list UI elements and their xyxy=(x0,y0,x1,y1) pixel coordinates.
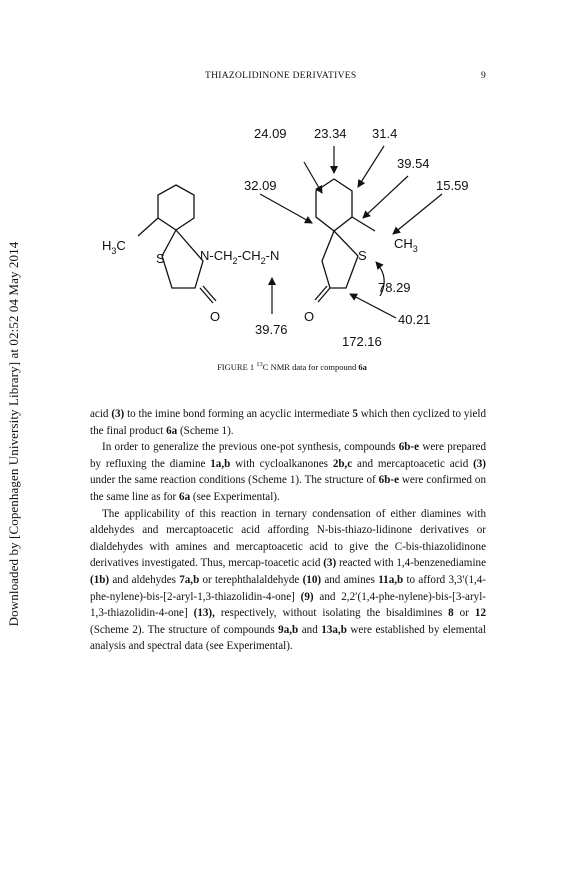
shift-label: 39.54 xyxy=(397,156,430,171)
download-watermark: Downloaded by [Copenhagen University Library] at 02:52 04 May 2014 xyxy=(6,241,21,627)
text-run: respectively, without isolating the bisaldimines xyxy=(214,607,449,620)
text-run: and aldehydes xyxy=(109,573,180,586)
compound-ref: 12 xyxy=(474,607,486,620)
text-run: were prepared by refluxing the diamine xyxy=(90,441,486,470)
oxygen-right-label: O xyxy=(304,309,315,324)
shift-label: 23.34 xyxy=(314,126,347,141)
shift-label: 78.29 xyxy=(378,280,411,295)
page-number: 9 xyxy=(481,71,486,81)
text-run: The applicability of this reaction in ternary condensation of either diamines with aldehydes and mercaptoacetic acid affording N-bis-thiazo-lidinone derivatives or dialdehydes with amines and mercaptoacetic acid to give the C-bis-thiazolidinone derivatives investigated. Thus, mercap-toacetic acid xyxy=(90,507,486,570)
text-run: and 2,2′(1,4-phe-nylene)-bis-[3-aryl-1,3-thiazolidin-4-one] xyxy=(90,590,486,620)
right-thiazolidinone-ring xyxy=(322,231,358,288)
text-run: to afford 3,3′(1,4-phe-nylene)-bis-[2-aryl-1,3-thiazolidin-4-one] xyxy=(90,573,487,603)
h3c-label: $H_3C$ xyxy=(102,238,126,256)
compound-ref: 6b-e xyxy=(378,474,399,487)
oxygen-left-label: O xyxy=(210,309,221,324)
text-run: (Scheme 2). The structure of compounds xyxy=(90,623,279,636)
compound-ref: (1b) xyxy=(90,573,110,586)
compound-ref: 1a,b xyxy=(210,457,231,470)
arrow xyxy=(358,146,384,187)
ch3-label: $CH_3$ xyxy=(394,236,418,254)
compound-ref: 5 xyxy=(352,408,358,420)
sulfur-right-label: S xyxy=(358,248,367,263)
text-run: which then cyclized to yield the final product xyxy=(90,408,486,437)
compound-ref: (13), xyxy=(193,607,215,620)
text-run: were established by elemental analysis and spectral data (see Experimental). xyxy=(90,623,486,653)
compound-ref: (9) xyxy=(300,590,314,603)
shift-arrows xyxy=(260,146,442,318)
shift-label: 172.16 xyxy=(342,334,382,349)
right-methyl-bond xyxy=(352,217,375,231)
text-run: (Scheme 1). xyxy=(177,424,234,437)
shift-label: 32.09 xyxy=(244,178,277,193)
paragraph xyxy=(90,406,486,439)
text-run: and amines xyxy=(321,573,379,586)
running-title: THIAZOLIDINONE DERIVATIVES xyxy=(205,71,357,81)
paragraph xyxy=(90,439,486,505)
text-run: under the same reaction conditions (Scheme 1). The structure of xyxy=(90,474,379,487)
text-run: reacted with 1,4-benzenediamine xyxy=(336,557,486,570)
shift-label: 39.76 xyxy=(255,322,288,337)
arrow xyxy=(304,162,322,193)
text-run: and xyxy=(298,623,322,636)
arrow xyxy=(350,294,396,318)
body-text xyxy=(90,406,486,655)
text-run: In order to generalize the previous one-pot synthesis, compounds xyxy=(102,441,399,454)
compound-ref: (3) xyxy=(473,457,486,470)
text-run: to the imine bond forming an acyclic intermediate xyxy=(124,408,353,420)
text-run: acid xyxy=(90,408,112,420)
compound-ref: 6a xyxy=(166,424,178,437)
compound-ref: (10) xyxy=(302,573,322,586)
text-run: or xyxy=(453,607,475,620)
compound-ref: 7a,b xyxy=(179,573,200,586)
methyl-bond xyxy=(138,218,158,236)
linker-chain-label: $N-CH_2-CH_2-N$ xyxy=(200,248,280,266)
compound-ref: (3) xyxy=(111,408,125,420)
shift-label: 24.09 xyxy=(254,126,287,141)
text-run: (see Experimental). xyxy=(190,490,280,503)
text-run: or terephthalaldehyde xyxy=(199,573,303,586)
compound-ref: 8 xyxy=(448,607,454,620)
paragraph xyxy=(90,506,486,655)
arrow xyxy=(260,194,312,223)
sulfur-left-label: S xyxy=(156,251,165,266)
arrow xyxy=(393,194,442,234)
compound-ref: 6b-e xyxy=(398,441,420,454)
compound-ref: (3) xyxy=(323,557,337,570)
figure-caption: FIGURE 1 $^{13}$C NMR data for compound 6a xyxy=(217,361,367,372)
compound-ref: 13a,b xyxy=(321,623,347,636)
compound-ref: 2b,c xyxy=(332,457,353,470)
nmr-structure-figure xyxy=(90,118,490,358)
compound-ref: 6a xyxy=(179,490,191,503)
left-cyclohexane-ring xyxy=(158,185,194,230)
text-run: with cycloalkanones xyxy=(230,457,333,470)
compound-ref: 9a,b xyxy=(278,623,299,636)
arrow xyxy=(363,176,408,218)
shift-label: 15.59 xyxy=(436,178,469,193)
shift-label: 40.21 xyxy=(398,312,431,327)
compound-ref: 11a,b xyxy=(378,573,404,586)
text-run: and mercaptoacetic acid xyxy=(352,457,474,470)
right-cyclohexane-ring xyxy=(316,179,352,231)
text-run: were confirmed on the same line as for xyxy=(90,474,486,503)
shift-label: 31.4 xyxy=(372,126,398,141)
left-thiazolidinone-ring xyxy=(162,230,203,288)
